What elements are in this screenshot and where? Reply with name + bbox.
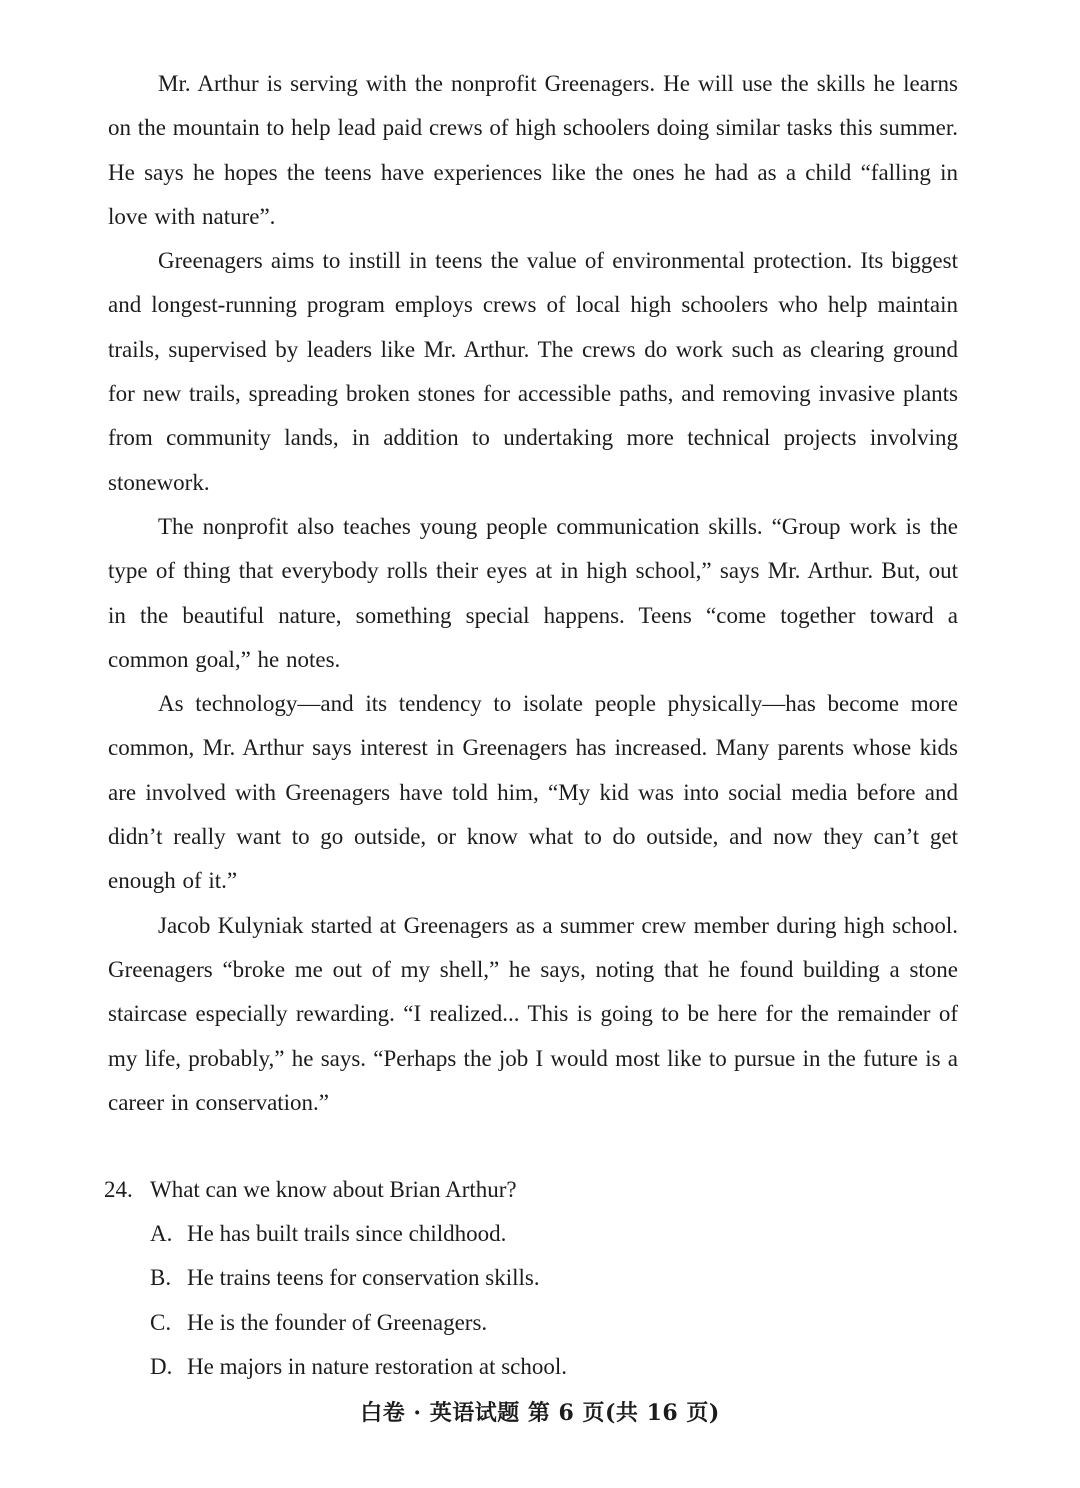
question-text: What can we know about Brian Arthur? (150, 1177, 517, 1202)
passage-paragraph: The nonprofit also teaches young people communication skills. “Group work is the type of thing that everybody rolls their eyes at in high school,” says Mr. Arthur. But, out in the beautiful nature, something special happens. Teens “come together toward a common goal,” he notes. (108, 513, 958, 672)
option-text: He majors in nature restoration at school. (187, 1353, 568, 1379)
option-letter: B. (150, 1265, 172, 1291)
option-letter: D. (150, 1353, 173, 1379)
option-letter: C. (150, 1309, 172, 1335)
option-a (104, 1212, 964, 1256)
option-d (104, 1345, 964, 1389)
passage-paragraph: Jacob Kulyniak started at Greenagers as a summer crew member during high school. Greenagers “broke me out of my shell,” he says, noting that he found building a stone staircase especially rewarding. “I realized... This is going to be here for the remainder of my life, probably,” he says. “Perhaps the job I would most like to pursue in the future is a career in conservation.” (108, 912, 958, 1115)
question-stem (104, 1168, 964, 1212)
option-text: He has built trails since childhood. (187, 1221, 507, 1246)
question-number: 24. (104, 1177, 133, 1202)
reading-passage (108, 62, 958, 1125)
page-footer: 白卷 · 英语试题 第 6 页(共 16 页) (360, 1400, 720, 1426)
option-letter: A. (150, 1221, 173, 1246)
option-b (104, 1256, 964, 1300)
answer-options (104, 1212, 964, 1389)
option-text: He trains teens for conservation skills. (187, 1265, 540, 1291)
passage-paragraph: As technology—and its tendency to isolate people physically—has become more common, Mr. Arthur says interest in Greenagers has increased. Many parents whose kids are involved with Greenagers have told him, “My kid was into social media before and didn’t really want to go outside, or know what to do outside, and now they can’t get enough of it.” (108, 691, 958, 894)
passage-paragraph: Greenagers aims to instill in teens the value of environmental protection. Its biggest and longest-running program employs crews of local high schoolers who help maintain trails, supervised by leaders like Mr. Arthur. The crews do work such as clearing ground for new trails, spreading broken stones for accessible paths, and removing invasive plants from community lands, in addition to undertaking more technical projects involving stonework. (108, 248, 958, 495)
option-c (104, 1301, 964, 1345)
option-text: He is the founder of Greenagers. (187, 1309, 488, 1335)
question-24 (104, 1168, 964, 1389)
passage-paragraph: Mr. Arthur is serving with the nonprofit Greenagers. He will use the skills he learns on the mountain to help lead paid crews of high schoolers doing similar tasks this summer. He says he hopes the teens have experiences like the ones he had as a child “falling in love with nature”. (108, 71, 958, 229)
